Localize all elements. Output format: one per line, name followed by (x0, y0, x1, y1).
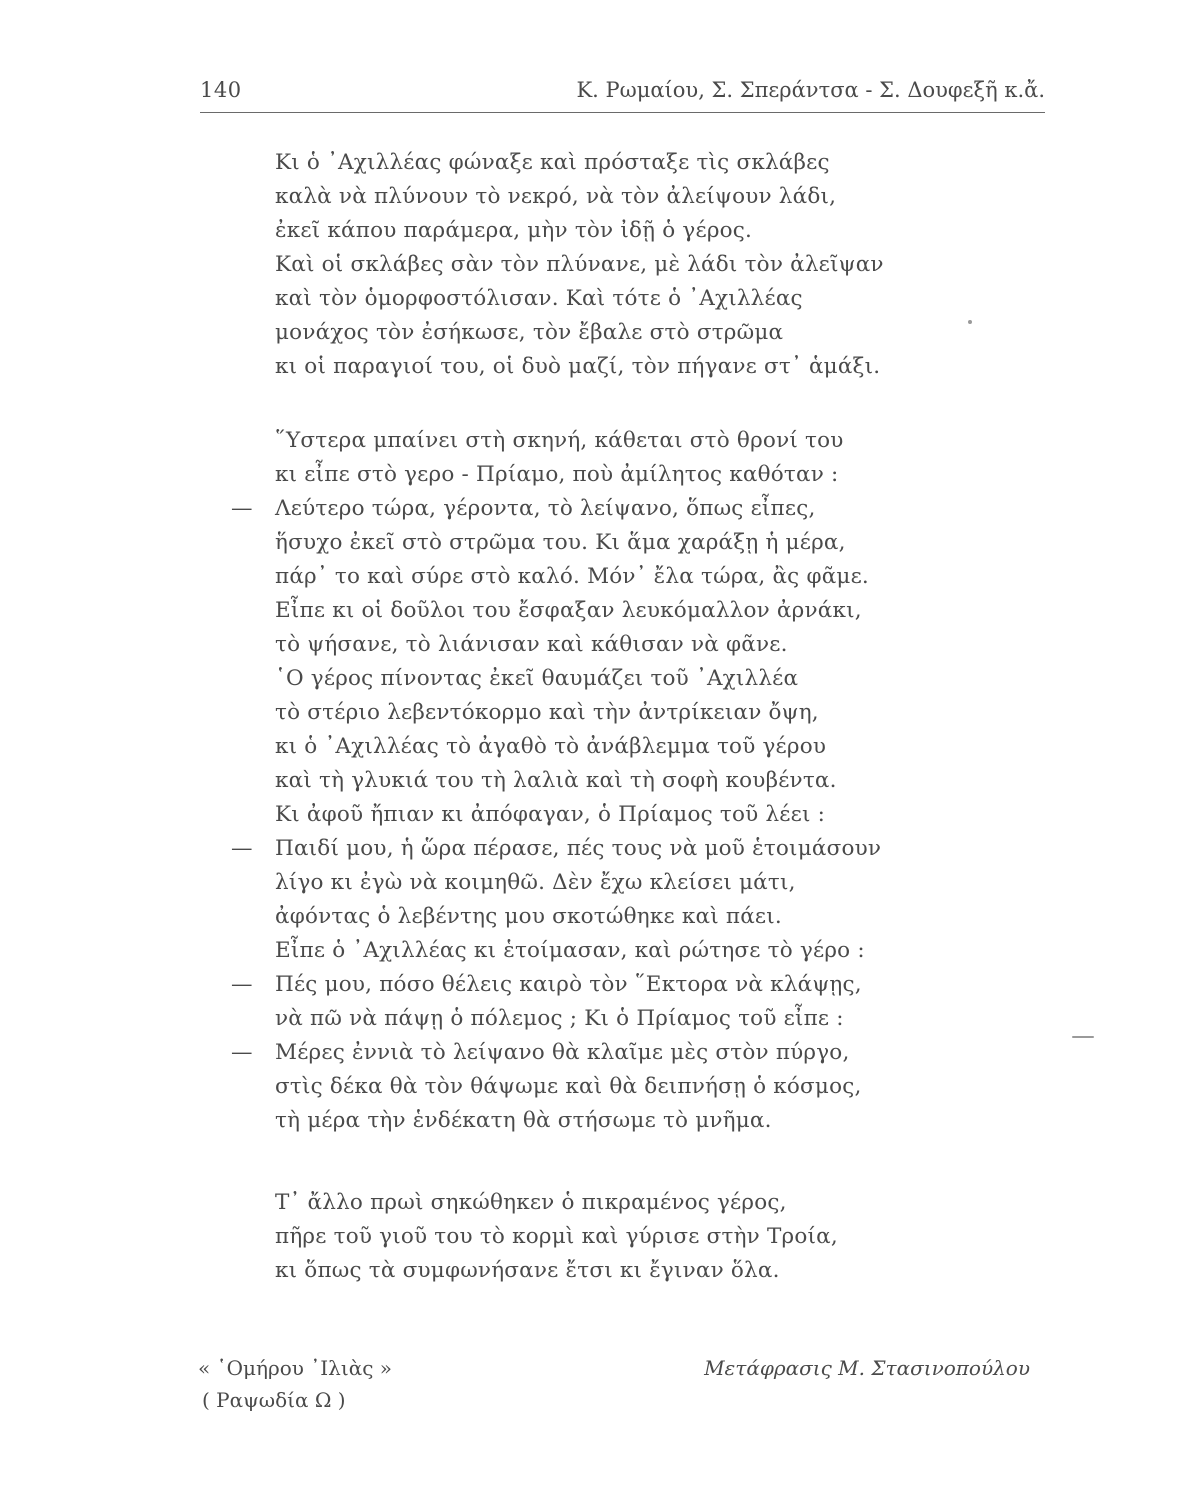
page-header (200, 76, 1045, 113)
verse-text: Παιδί μου, ἡ ὥρα πέρασε, πές τους νὰ μοῦ ἑτοιμάσουν (275, 836, 882, 861)
verse-line (231, 1036, 975, 1070)
verse-text: Τ᾿ ἄλλο πρωὶ σηκώθηκεν ὁ πικραμένος γέρος, (275, 1190, 787, 1215)
verse-line (275, 180, 975, 214)
running-head: Κ. Ρωμαίου, Σ. Σπεράντσα - Σ. Δουφεξῆ κ.ἄ. (576, 78, 1045, 102)
verse-text: κι οἱ παραγιοί του, οἱ δυὸ μαζί, τὸν πήγανε στ᾿ ἁμάξι. (275, 354, 881, 379)
verse-text: νὰ πῶ νὰ πάψῃ ὁ πόλεμος ; Κι ὁ Πρίαμος τοῦ εἶπε : (275, 1006, 844, 1031)
verse-line (275, 594, 975, 628)
verse-text: Εἶπε κι οἱ δοῦλοι του ἔσφαξαν λευκόμαλλον ἀρνάκι, (275, 598, 862, 623)
verse-text: ἀφόντας ὁ λεβέντης μου σκοτώθηκε καὶ πάει. (275, 904, 782, 929)
verse-text: καὶ τὴ γλυκιά του τὴ λαλιὰ καὶ τὴ σοφὴ κουβέντα. (275, 768, 837, 793)
verse-text: μονάχος τὸν ἐσήκωσε, τὸν ἔβαλε στὸ στρῶμα (275, 320, 784, 345)
verse-text: Λεύτερο τώρα, γέροντα, τὸ λείψανο, ὅπως εἶπες, (275, 496, 816, 521)
verse-line (275, 1070, 975, 1104)
verse-line (275, 934, 975, 968)
verse-line (275, 316, 975, 350)
verse-text: κι εἶπε στὸ γερο - Πρίαμο, ποὺ ἀμίλητος καθόταν : (275, 462, 839, 487)
dialogue-dash: — (231, 972, 253, 997)
verse-text: καὶ τὸν ὁμορφοστόλισαν. Καὶ τότε ὁ ᾿Αχιλλέας (275, 286, 803, 311)
verse-text: Καὶ οἱ σκλάβες σὰν τὸν πλύνανε, μὲ λάδι τὸν ἀλεῖψαν (275, 252, 884, 277)
verse-line (275, 1186, 975, 1220)
verse-text: ἥσυχο ἐκεῖ στὸ στρῶμα του. Κι ἅμα χαράξῃ ἡ μέρα, (275, 530, 846, 555)
verse-line (231, 492, 975, 526)
source-title: « ῾Ομήρου ᾿Ιλιὰς » (198, 1356, 393, 1380)
verse-text: τὸ ψήσανε, τὸ λιάνισαν καὶ κάθισαν νὰ φᾶνε. (275, 632, 788, 657)
verse-line (275, 1002, 975, 1036)
verse-text: Κι ὁ ᾿Αχιλλέας φώναξε καὶ πρόσταξε τὶς σκλάβες (275, 150, 830, 175)
verse-line (275, 458, 975, 492)
verse-text: στὶς δέκα θὰ τὸν θάψωμε καὶ θὰ δειπνήσῃ ὁ κόσμος, (275, 1074, 862, 1099)
verse-text: ῾Ο γέρος πίνοντας ἐκεῖ θαυμάζει τοῦ ᾿Αχιλλέα (275, 666, 799, 691)
verse-text: ῞Υστερα μπαίνει στὴ σκηνή, κάθεται στὸ θρονί του (275, 428, 844, 453)
verse-line (275, 764, 975, 798)
verse-line (275, 526, 975, 560)
verse-line (275, 350, 975, 384)
verse-text: κι ὅπως τὰ συμφωνήσανε ἔτσι κι ἔγιναν ὅλα. (275, 1258, 780, 1283)
verse-text: καλὰ νὰ πλύνουν τὸ νεκρό, νὰ τὸν ἀλείψουν λάδι, (275, 184, 837, 209)
verse-line (275, 146, 975, 180)
verse-line (275, 560, 975, 594)
verse-text: τὴ μέρα τὴν ἑνδέκατη θὰ στήσωμε τὸ μνῆμα. (275, 1108, 772, 1133)
verse-line (231, 832, 975, 866)
dialogue-dash: — (231, 1040, 253, 1065)
paper-speck (968, 320, 972, 324)
stanza-3 (275, 1186, 975, 1288)
verse-line (275, 900, 975, 934)
verse-text: Πές μου, πόσο θέλεις καιρὸ τὸν ῞Εκτορα νὰ κλάψῃς, (275, 972, 862, 997)
verse-text: κι ὁ ᾿Αχιλλέας τὸ ἀγαθὸ τὸ ἀνάβλεμμα τοῦ γέρου (275, 734, 827, 759)
verse-text: Κι ἀφοῦ ἤπιαν κι ἀπόφαγαν, ὁ Πρίαμος τοῦ λέει : (275, 802, 826, 827)
translation-credit: Μετάφρασις Μ. Στασινοπούλου (704, 1356, 1030, 1380)
verse-line (275, 1220, 975, 1254)
verse-text: Εἶπε ὁ ᾿Αχιλλέας κι ἑτοίμασαν, καὶ ρώτησε τὸ γέρο : (275, 938, 865, 963)
verse-text: πάρ᾿ το καὶ σύρε στὸ καλό. Μόν᾿ ἔλα τώρα, ἂς φᾶμε. (275, 564, 869, 589)
source-book: ( Ραψωδία Ω ) (202, 1388, 346, 1412)
verse-line (275, 798, 975, 832)
verse-text: ἐκεῖ κάπου παράμερα, μὴν τὸν ἰδῇ ὁ γέρος. (275, 218, 753, 243)
verse-line (275, 424, 975, 458)
verse-text: τὸ στέριο λεβεντόκορμο καὶ τὴν ἀντρίκειαν ὄψη, (275, 700, 819, 725)
stanza-1 (275, 146, 975, 384)
verse-line (231, 968, 975, 1002)
dialogue-dash: — (231, 836, 253, 861)
source-citation (198, 1352, 392, 1416)
verse-line (275, 730, 975, 764)
verse-text: πῆρε τοῦ γιοῦ του τὸ κορμὶ καὶ γύρισε στὴν Τροία, (275, 1224, 838, 1249)
verse-line (275, 866, 975, 900)
paper-speck (1072, 1036, 1094, 1038)
verse-text: Μέρες ἐννιὰ τὸ λείψανο θὰ κλαῖμε μὲς στὸν πύργο, (275, 1040, 850, 1065)
verse-line (275, 628, 975, 662)
verse-line (275, 248, 975, 282)
dialogue-dash: — (231, 496, 253, 521)
stanza-2 (231, 424, 975, 1138)
verse-line (275, 1254, 975, 1288)
verse-line (275, 662, 975, 696)
verse-line (275, 1104, 975, 1138)
page-number: 140 (200, 78, 242, 102)
verse-line (275, 282, 975, 316)
verse-text: λίγο κι ἐγὼ νὰ κοιμηθῶ. Δὲν ἔχω κλείσει μάτι, (275, 870, 796, 895)
verse-line (275, 214, 975, 248)
verse-line (275, 696, 975, 730)
